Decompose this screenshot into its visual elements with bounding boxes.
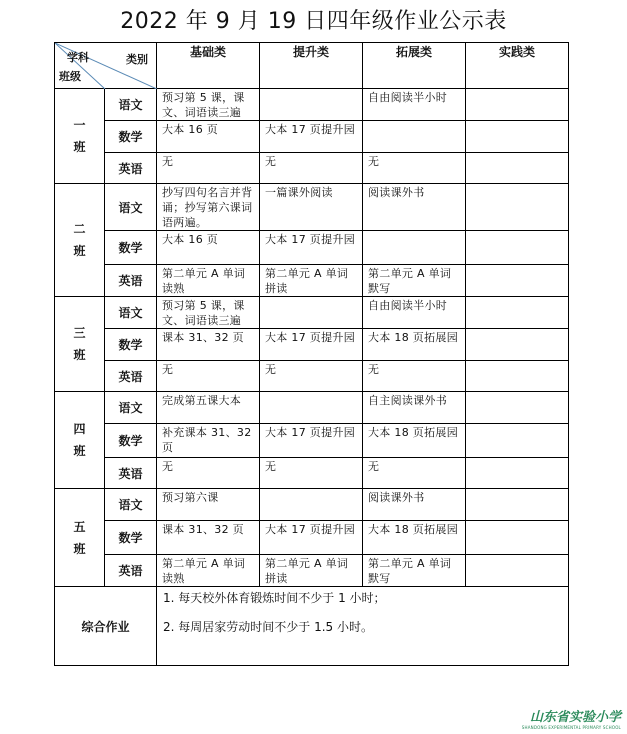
table-row [55, 89, 569, 121]
cell-improve [260, 89, 363, 121]
subject-cell: 语文 [105, 297, 157, 329]
cell-extend: 自由阅读半小时 [363, 89, 466, 121]
page-title: 2022 年 9 月 19 日四年级作业公示表 [120, 9, 507, 34]
comprehensive-label: 综合作业 [55, 587, 157, 666]
cell-improve: 无 [260, 458, 363, 489]
cell-improve [260, 489, 363, 521]
logo-name-cn: 山东省实验小学 [529, 710, 621, 725]
school-logo [522, 706, 621, 730]
table-row [55, 424, 569, 458]
cell-extend [363, 231, 466, 265]
subject-cell: 语文 [105, 89, 157, 121]
col-header-practice: 实践类 [466, 43, 569, 89]
subject-cell: 语文 [105, 489, 157, 521]
table-row [55, 153, 569, 184]
cell-basic: 无 [157, 458, 260, 489]
comprehensive-item: 1. 每天校外体育锻炼时间不少于 1 小时； [163, 591, 386, 605]
cell-practice [466, 231, 569, 265]
table-row [55, 458, 569, 489]
cell-basic: 完成第五课大本 [157, 392, 260, 424]
cell-practice [466, 184, 569, 231]
cell-practice [466, 458, 569, 489]
cell-extend: 无 [363, 458, 466, 489]
cell-improve: 大本 17 页提升园 [260, 329, 363, 361]
cell-improve [260, 297, 363, 329]
header-row [55, 43, 569, 89]
table-row [55, 555, 569, 587]
cell-improve: 第二单元 A 单词拼读 [260, 555, 363, 587]
subject-cell: 数学 [105, 521, 157, 555]
cell-improve: 大本 17 页提升园 [260, 231, 363, 265]
table-row [55, 329, 569, 361]
cell-basic: 抄写四句名言并背诵；抄写第六课词语两遍。 [157, 184, 260, 231]
cell-improve [260, 392, 363, 424]
subject-cell: 语文 [105, 184, 157, 231]
col-header-basic: 基础类 [157, 43, 260, 89]
cell-practice [466, 153, 569, 184]
class-name-cell: 五 班 [55, 489, 105, 587]
cell-extend: 大本 18 页拓展园 [363, 424, 466, 458]
col-header-extend: 拓展类 [363, 43, 466, 89]
class-name-cell: 二 班 [55, 184, 105, 297]
cell-extend: 大本 18 页拓展园 [363, 329, 466, 361]
subject-cell: 语文 [105, 392, 157, 424]
cell-extend: 大本 18 页拓展园 [363, 521, 466, 555]
subject-cell: 英语 [105, 555, 157, 587]
cell-basic: 课本 31、32 页 [157, 329, 260, 361]
cell-basic: 预习第 5 课，课文、词语读三遍 [157, 89, 260, 121]
subject-cell: 英语 [105, 361, 157, 392]
corner-category-label: 类别 [126, 53, 148, 66]
cell-improve: 无 [260, 153, 363, 184]
cell-improve: 大本 17 页提升园 [260, 121, 363, 153]
class-name-cell: 一 班 [55, 89, 105, 184]
subject-cell: 英语 [105, 153, 157, 184]
cell-basic: 无 [157, 361, 260, 392]
cell-improve: 大本 17 页提升园 [260, 424, 363, 458]
cell-basic: 补充课本 31、32 页 [157, 424, 260, 458]
comprehensive-content [157, 587, 569, 666]
class-name-cell: 四 班 [55, 392, 105, 489]
table-row [55, 121, 569, 153]
cell-practice [466, 265, 569, 297]
table-row [55, 392, 569, 424]
cell-practice [466, 329, 569, 361]
cell-extend: 第二单元 A 单词默写 [363, 265, 466, 297]
cell-practice [466, 521, 569, 555]
corner-cell [55, 43, 157, 89]
cell-improve: 大本 17 页提升园 [260, 521, 363, 555]
logo-name-en: SHANDONG EXPERIMENTAL PRIMARY SCHOOL [521, 725, 621, 730]
corner-subject-label: 学科 [67, 51, 89, 64]
class-name-cell: 三 班 [55, 297, 105, 392]
subject-cell: 英语 [105, 458, 157, 489]
cell-basic: 第二单元 A 单词读熟 [157, 555, 260, 587]
cell-basic: 预习第六课 [157, 489, 260, 521]
cell-practice [466, 555, 569, 587]
cell-extend: 无 [363, 361, 466, 392]
table-row [55, 297, 569, 329]
comprehensive-row [55, 587, 569, 666]
cell-basic: 大本 16 页 [157, 121, 260, 153]
class-rows [55, 89, 569, 587]
subject-cell: 英语 [105, 265, 157, 297]
cell-extend: 自由阅读半小时 [363, 297, 466, 329]
table-row [55, 231, 569, 265]
cell-improve: 一篇课外阅读 [260, 184, 363, 231]
cell-basic: 无 [157, 153, 260, 184]
cell-extend: 自主阅读课外书 [363, 392, 466, 424]
cell-practice [466, 424, 569, 458]
homework-table [54, 42, 569, 666]
cell-practice [466, 89, 569, 121]
cell-extend: 第二单元 A 单词默写 [363, 555, 466, 587]
cell-extend [363, 121, 466, 153]
subject-cell: 数学 [105, 121, 157, 153]
table-row [55, 265, 569, 297]
cell-basic: 大本 16 页 [157, 231, 260, 265]
table-row [55, 489, 569, 521]
cell-extend: 阅读课外书 [363, 489, 466, 521]
cell-practice [466, 297, 569, 329]
cell-improve: 无 [260, 361, 363, 392]
cell-basic: 课本 31、32 页 [157, 521, 260, 555]
table-row [55, 521, 569, 555]
cell-extend: 阅读课外书 [363, 184, 466, 231]
comprehensive-item: 2. 每周居家劳动时间不少于 1.5 小时。 [163, 620, 373, 634]
cell-practice [466, 489, 569, 521]
cell-practice [466, 121, 569, 153]
corner-class-label: 班级 [59, 70, 81, 83]
subject-cell: 数学 [105, 329, 157, 361]
cell-basic: 预习第 5 课，课文、词语读三遍 [157, 297, 260, 329]
table-row [55, 184, 569, 231]
cell-practice [466, 392, 569, 424]
cell-extend: 无 [363, 153, 466, 184]
table-row [55, 361, 569, 392]
cell-improve: 第二单元 A 单词拼读 [260, 265, 363, 297]
cell-practice [466, 361, 569, 392]
subject-cell: 数学 [105, 231, 157, 265]
col-header-improve: 提升类 [260, 43, 363, 89]
subject-cell: 数学 [105, 424, 157, 458]
cell-basic: 第二单元 A 单词读熟 [157, 265, 260, 297]
